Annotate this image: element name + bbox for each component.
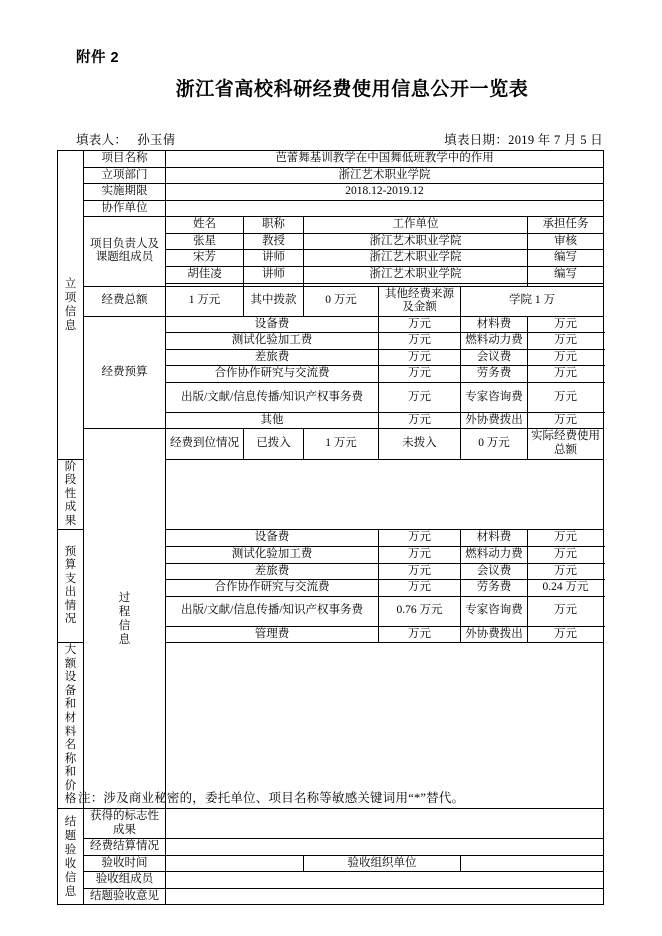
budget-item-value: 万元 [379, 333, 461, 350]
budget-item-label: 外协费拨出 [461, 412, 528, 429]
other-source-value: 学院 1 万 [461, 286, 604, 316]
large-equipment-label: 大额设备和材料名称和价格 [58, 643, 84, 809]
date-field [444, 130, 603, 148]
table-row-department [58, 167, 604, 184]
expenditure-item-label: 设备费 [166, 530, 379, 547]
member-org: 浙江艺术职业学院 [304, 250, 528, 267]
actual-used-label: 实际经费使用总额 [528, 429, 604, 459]
budget-item-value: 万元 [528, 333, 604, 350]
unallocated-value: 0 万元 [461, 429, 528, 459]
budget-item-label: 其他 [166, 412, 379, 429]
expenditure-item-value: 万元 [528, 563, 604, 580]
members-col-org: 工作单位 [304, 217, 528, 234]
members-col-task: 承担任务 [528, 217, 604, 234]
budget-item-value: 万元 [528, 382, 604, 412]
table-row-period [58, 184, 604, 201]
expenditure-item-value: 万元 [528, 626, 604, 643]
attachment-label: 附件 2 [76, 50, 120, 66]
members-col-title: 职称 [244, 217, 304, 234]
group-label-closing: 结题验收信息 [58, 808, 84, 904]
budget-item-label: 测试化验加工费 [166, 333, 379, 350]
budget-group-label: 经费预算 [84, 316, 166, 429]
expenditure-item-value: 万元 [379, 626, 461, 643]
table-row-budget [58, 316, 604, 333]
accept-members-value [166, 872, 604, 889]
table-row-funds-in [58, 429, 604, 459]
budget-item-value: 万元 [528, 412, 604, 429]
unallocated-label: 未拨入 [379, 429, 461, 459]
table-row-accept-opinion [58, 888, 604, 905]
stage-results-value [166, 459, 604, 530]
department-value: 浙江艺术职业学院 [166, 167, 604, 184]
budget-item-value: 万元 [379, 382, 461, 412]
landmark-results-label: 获得的标志性成果 [84, 808, 166, 838]
allocated-label: 已拨入 [244, 429, 304, 459]
project-name-value: 芭蕾舞基训教学在中国舞低班教学中的作用 [166, 151, 604, 168]
partner-label: 协作单位 [84, 200, 166, 217]
date-value: 2019 年 7 月 5 日 [508, 133, 603, 147]
accept-time-label: 验收时间 [84, 855, 166, 872]
expenditure-group-label: 预算支出情况 [58, 530, 84, 643]
budget-item-value: 万元 [528, 316, 604, 333]
page-title: 浙江省高校科研经费使用信息公开一览表 [175, 79, 529, 100]
table-row-accept-members [58, 872, 604, 889]
member-title: 讲师 [244, 250, 304, 267]
expenditure-item-value: 万元 [528, 546, 604, 563]
member-name: 胡佳凌 [166, 266, 244, 283]
project-name-label: 项目名称 [84, 151, 166, 168]
expenditure-item-label: 材料费 [461, 530, 528, 547]
table-row-settlement [58, 839, 604, 856]
expenditure-item-label: 差旅费 [166, 563, 379, 580]
accept-time-value [166, 855, 304, 872]
expenditure-item-label: 管理费 [166, 626, 379, 643]
table-row-total-funding [58, 286, 604, 316]
member-title: 讲师 [244, 266, 304, 283]
expenditure-item-value: 万元 [528, 596, 604, 626]
appropriation-label: 其中拨款 [244, 286, 304, 316]
stage-results-label: 阶段性成果 [58, 459, 84, 530]
expenditure-item-label: 劳务费 [461, 580, 528, 597]
accept-members-label: 验收组成员 [84, 872, 166, 889]
funds-in-label: 经费到位情况 [166, 429, 244, 459]
table-row-landmark-results [58, 808, 604, 838]
members-group-label: 项目负责人及课题组成员 [84, 217, 166, 286]
settlement-value [166, 839, 604, 856]
budget-item-label: 差旅费 [166, 349, 379, 366]
members-col-name: 姓名 [166, 217, 244, 234]
footnote: 注：涉及商业秘密的，委托单位、项目名称等敏感关键词用“*”替代。 [78, 791, 465, 805]
department-label: 立项部门 [84, 167, 166, 184]
partner-value [166, 200, 604, 217]
budget-item-label: 劳务费 [461, 366, 528, 383]
expenditure-item-value: 0.24 万元 [528, 580, 604, 597]
budget-item-label: 会议费 [461, 349, 528, 366]
table-row-accept-time [58, 855, 604, 872]
budget-item-value: 万元 [379, 412, 461, 429]
landmark-results-value [166, 808, 604, 838]
large-equipment-value [166, 643, 604, 809]
total-funding-value: 1 万元 [166, 286, 244, 316]
expenditure-item-label: 专家咨询费 [461, 596, 528, 626]
budget-item-value: 万元 [379, 349, 461, 366]
budget-item-value: 万元 [379, 366, 461, 383]
period-value: 2018.12-2019.12 [166, 184, 604, 201]
period-label: 实施期限 [84, 184, 166, 201]
budget-item-label: 设备费 [166, 316, 379, 333]
expenditure-item-value: 万元 [379, 580, 461, 597]
member-org: 浙江艺术职业学院 [304, 266, 528, 283]
expenditure-item-label: 会议费 [461, 563, 528, 580]
expenditure-item-label: 外协费拨出 [461, 626, 528, 643]
appropriation-value: 0 万元 [304, 286, 379, 316]
expenditure-item-label: 出版/文献/信息传播/知识产权事务费 [166, 596, 379, 626]
accept-org-label: 验收组织单位 [304, 855, 461, 872]
filler-field [76, 130, 176, 148]
expenditure-item-value: 万元 [528, 530, 604, 547]
budget-item-label: 出版/文献/信息传播/知识产权事务费 [166, 382, 379, 412]
accept-opinion-value [166, 888, 604, 905]
member-task: 编写 [528, 266, 604, 283]
filler-label: 填表人： [76, 133, 128, 147]
expenditure-item-value: 万元 [379, 563, 461, 580]
member-org: 浙江艺术职业学院 [304, 233, 528, 250]
expenditure-item-value: 万元 [379, 530, 461, 547]
member-task: 编写 [528, 250, 604, 267]
total-funding-label: 经费总额 [84, 286, 166, 316]
member-name: 张星 [166, 233, 244, 250]
expenditure-item-value: 0.76 万元 [379, 596, 461, 626]
table-row-members-header [58, 217, 604, 234]
budget-item-value: 万元 [528, 366, 604, 383]
table-row-partner [58, 200, 604, 217]
settlement-label: 经费结算情况 [84, 839, 166, 856]
form-meta-row [76, 130, 603, 148]
filler-name: 孙玉倩 [137, 133, 176, 147]
budget-item-label: 合作协作研究与交流费 [166, 366, 379, 383]
group-label-process: 过程信息 [84, 429, 166, 809]
member-name: 宋芳 [166, 250, 244, 267]
date-label: 填表日期： [444, 133, 509, 147]
budget-item-label: 材料费 [461, 316, 528, 333]
allocated-value: 1 万元 [304, 429, 379, 459]
budget-item-label: 专家咨询费 [461, 382, 528, 412]
expenditure-item-label: 燃料动力费 [461, 546, 528, 563]
budget-item-label: 燃料动力费 [461, 333, 528, 350]
table-row-project-name [58, 151, 604, 168]
budget-item-value: 万元 [379, 316, 461, 333]
group-label-establish: 立项信息 [58, 151, 84, 460]
expenditure-item-label: 测试化验加工费 [166, 546, 379, 563]
member-task: 审核 [528, 233, 604, 250]
expenditure-item-value: 万元 [379, 546, 461, 563]
accept-opinion-label: 结题验收意见 [84, 888, 166, 905]
budget-item-value: 万元 [528, 349, 604, 366]
accept-org-value [461, 855, 604, 872]
member-title: 教授 [244, 233, 304, 250]
other-source-label: 其他经费来源及金额 [379, 286, 461, 316]
expenditure-item-label: 合作协作研究与交流费 [166, 580, 379, 597]
